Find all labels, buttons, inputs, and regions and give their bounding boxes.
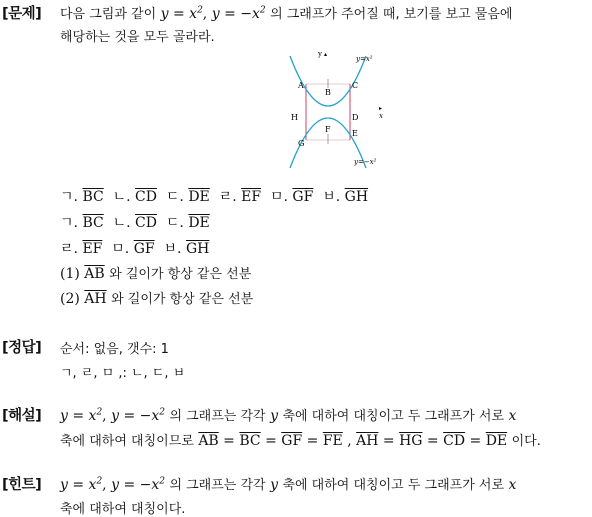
question-1 bbox=[60, 263, 251, 282]
parabola-figure bbox=[280, 46, 395, 168]
svg-text:▸: ▸ bbox=[379, 105, 383, 112]
curve-label-bottom: y=−x² bbox=[354, 158, 377, 166]
problem-text-cont: 의 그래프가 주어질 때, 보기를 보고 물음에 bbox=[270, 7, 513, 22]
point-e: E bbox=[352, 129, 358, 138]
choice-label: ㅂ. bbox=[163, 241, 182, 257]
explanation-line-1: $y = x^2$, $y = -x^2$ 의 그래프는 각각 y 축에 대하여 대칭이고 두 그래프가 서로 x bbox=[60, 407, 517, 424]
explanation-line-2: 축에 대하여 대칭이므로 $\overline{AB} = \overline{BC} = \overline{GF} = \overline{FE}$ , $\overline{AH} = \overline{HG} = \overline{CD} = \overline{DE}$ 이다. bbox=[60, 433, 541, 449]
segment-label: $\overline{DE}$ bbox=[188, 215, 210, 231]
segment-label: $\overline{EF}$ bbox=[241, 189, 262, 205]
segment-label: $\overline{AH}$ bbox=[84, 291, 107, 307]
explanation-label: [해설] bbox=[2, 408, 42, 424]
segment-label: $\overline{AB}$ bbox=[84, 266, 105, 282]
y-axis-label: y bbox=[318, 50, 322, 58]
point-d: D bbox=[352, 113, 359, 122]
hint-line-1: $y = x^2$, $y = -x^2$ 의 그래프는 각각 y 축에 대하여 대칭이고 두 그래프가 서로 x bbox=[60, 476, 517, 493]
problem-text: 다음 그림과 같이 bbox=[60, 7, 157, 22]
choice-label: ㄹ. bbox=[60, 241, 78, 257]
segment-label: $\overline{GH}$ bbox=[185, 241, 210, 257]
choices-row-1 bbox=[60, 212, 210, 232]
hint-label: [힌트] bbox=[2, 477, 42, 493]
choice-label: ㄹ. bbox=[218, 189, 237, 205]
problem-line-2: 해당하는 것을 모두 골라라. bbox=[60, 30, 215, 45]
point-b: B bbox=[325, 88, 331, 97]
answer-line-1: 순서: 없음, 갯수: 1 bbox=[60, 342, 169, 357]
equation-parabola-up: $y = x^2$ bbox=[160, 5, 203, 22]
choice-label: ㅂ. bbox=[322, 189, 341, 205]
problem-label: [문제] bbox=[2, 6, 42, 22]
answer-label: [정답] bbox=[2, 340, 42, 356]
point-g: G bbox=[298, 139, 305, 148]
segment-label: $\overline{CD}$ bbox=[135, 189, 157, 205]
segment-label: $\overline{CD}$ bbox=[135, 215, 157, 231]
choice-label: ㄱ. bbox=[60, 189, 78, 205]
point-c: C bbox=[352, 81, 359, 90]
x-axis-label: x bbox=[379, 112, 383, 120]
choice-label: ㅁ. bbox=[269, 189, 288, 205]
point-f: F bbox=[325, 125, 331, 134]
segment-label: $\overline{GF}$ bbox=[292, 189, 314, 205]
point-h: H bbox=[291, 113, 298, 122]
segment-label: $\overline{DE}$ bbox=[188, 189, 210, 205]
segment-label: $\overline{GF}$ bbox=[133, 241, 155, 257]
point-a: A bbox=[298, 81, 304, 90]
answer-line-2: ㄱ, ㄹ, ㅁ ,: ㄴ, ㄷ, ㅂ bbox=[60, 366, 186, 381]
segment-label: $\overline{GH}$ bbox=[344, 189, 369, 205]
question-number: (1) bbox=[60, 266, 80, 282]
segment-label: $\overline{BC}$ bbox=[82, 215, 104, 231]
choice-label: ㄱ. bbox=[60, 215, 78, 231]
choice-label: ㄴ. bbox=[112, 189, 131, 205]
choice-label: ㄴ. bbox=[112, 215, 131, 231]
choice-label: ㅁ. bbox=[111, 241, 130, 257]
equation-parabola-down: $y = -x^2$ bbox=[211, 5, 266, 22]
question-text: 와 길이가 항상 같은 선분 bbox=[111, 292, 254, 307]
curve-label-top: y=x² bbox=[356, 55, 373, 63]
question-text: 와 길이가 항상 같은 선분 bbox=[109, 267, 252, 282]
segment-label: $\overline{BC}$ bbox=[82, 189, 104, 205]
choices-all bbox=[60, 186, 368, 206]
problem-line-1: 다음 그림과 같이 $y = x^2$, $y = -x^2$ 의 그래프가 주어질 때, 보기를 보고 물음에 bbox=[60, 5, 513, 22]
choices-row-2 bbox=[60, 238, 209, 258]
question-number: (2) bbox=[60, 291, 80, 307]
choice-label: ㄷ. bbox=[165, 215, 184, 231]
question-2 bbox=[60, 288, 253, 307]
svg-text:▴: ▴ bbox=[324, 51, 328, 58]
hint-line-2: 축에 대하여 대칭이다. bbox=[60, 502, 186, 517]
choice-label: ㄷ. bbox=[165, 189, 184, 205]
segment-label: $\overline{EF}$ bbox=[82, 241, 103, 257]
